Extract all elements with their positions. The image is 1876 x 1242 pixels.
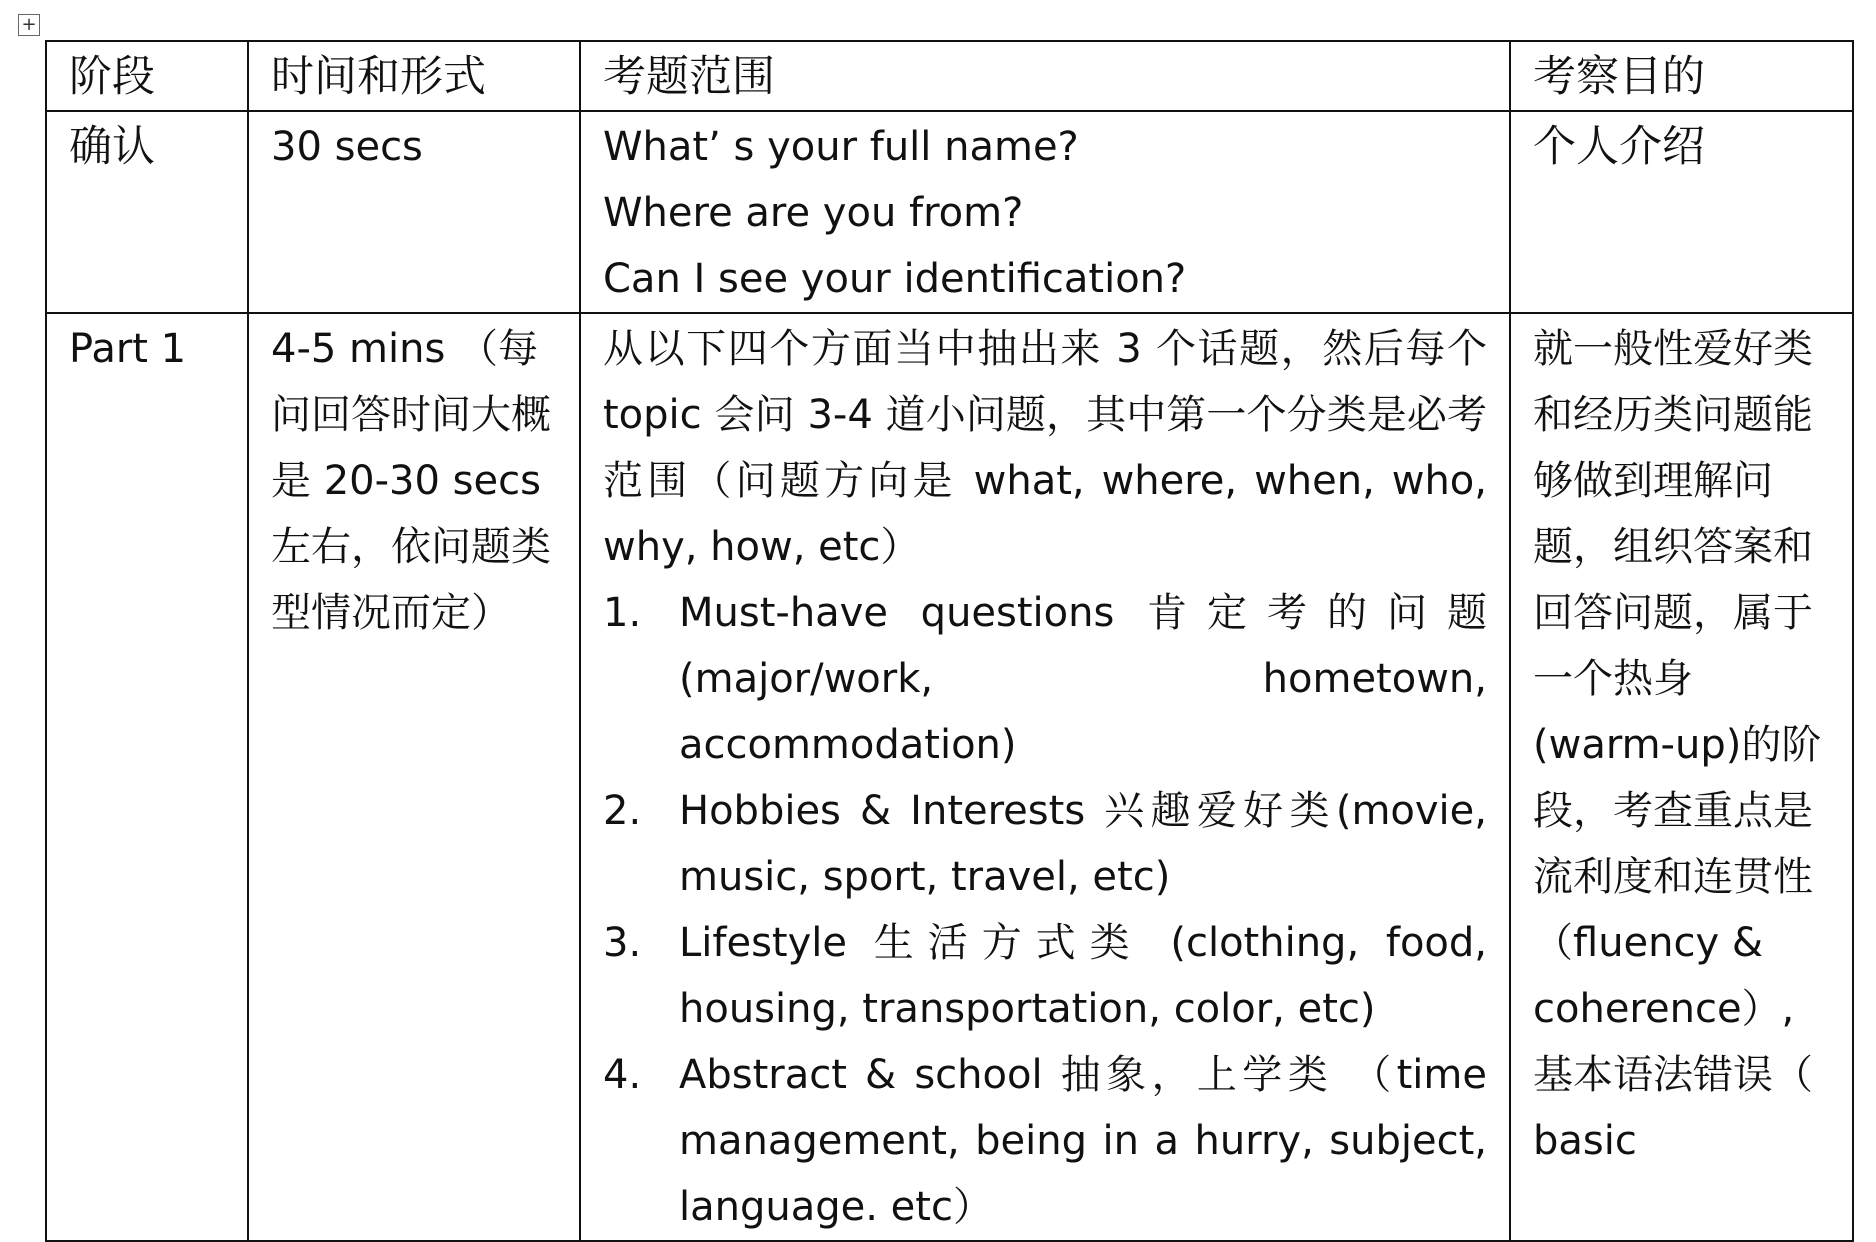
header-stage: 阶段 — [46, 41, 248, 111]
question-line: Where are you from? — [603, 190, 1024, 236]
topic-list — [603, 580, 1487, 1240]
cell-stage-confirm: 确认 — [46, 111, 248, 313]
question-line: Can I see your identification? — [603, 256, 1187, 302]
list-item — [603, 1042, 1487, 1240]
list-item-text: Lifestyle 生活方式类 (clothing, food, housing, transportation, color, etc) — [679, 920, 1487, 1032]
header-purpose: 考察目的 — [1510, 41, 1853, 111]
cell-time-part1: 4-5 mins （每问回答时间大概是 20-30 secs 左右，依问题类型情况而定） — [248, 313, 580, 1241]
header-time-format: 时间和形式 — [248, 41, 580, 111]
table-row-part1 — [46, 313, 1853, 1241]
list-item-text: Abstract & school 抽象，上学类 （time management, being in a hurry, subject, language. etc） — [679, 1052, 1487, 1230]
cell-stage-part1: Part 1 — [46, 313, 248, 1241]
list-item — [603, 580, 1487, 778]
list-item — [603, 910, 1487, 1042]
cell-questions-confirm — [580, 111, 1510, 313]
question-line: What’ s your full name? — [603, 124, 1079, 170]
cell-questions-part1 — [580, 313, 1510, 1241]
exam-table — [45, 40, 1854, 1242]
list-item-text: Must-have questions 肯定考的问题 (major/work, hometown, accommodation) — [679, 590, 1487, 768]
cell-purpose-confirm: 个人介绍 — [1510, 111, 1853, 313]
list-item — [603, 778, 1487, 910]
list-item-number: 2. — [603, 788, 642, 834]
list-item-number: 4. — [603, 1052, 642, 1098]
header-row — [46, 41, 1853, 111]
table-row-confirm — [46, 111, 1853, 313]
cell-time-confirm: 30 secs — [248, 111, 580, 313]
list-item-text: Hobbies & Interests 兴趣爱好类(movie, music, sport, travel, etc) — [679, 788, 1487, 900]
topic-intro: 从以下四个方面当中抽出来 3 个话题，然后每个 topic 会问 3-4 道小问题，其中第一个分类是必考范围（问题方向是 what, where, when, who, why, how, etc） — [603, 326, 1487, 570]
table-move-handle-icon[interactable]: + — [18, 14, 40, 36]
list-item-number: 3. — [603, 920, 642, 966]
list-item-number: 1. — [603, 590, 642, 636]
cell-purpose-part1: 就一般性爱好类和经历类问题能够做到理解问题，组织答案和回答问题，属于一个热身(warm-up)的阶段，考查重点是流利度和连贯性（fluency & coherence）,基本语法错误（ basic — [1510, 313, 1853, 1241]
header-question-scope: 考题范围 — [580, 41, 1510, 111]
